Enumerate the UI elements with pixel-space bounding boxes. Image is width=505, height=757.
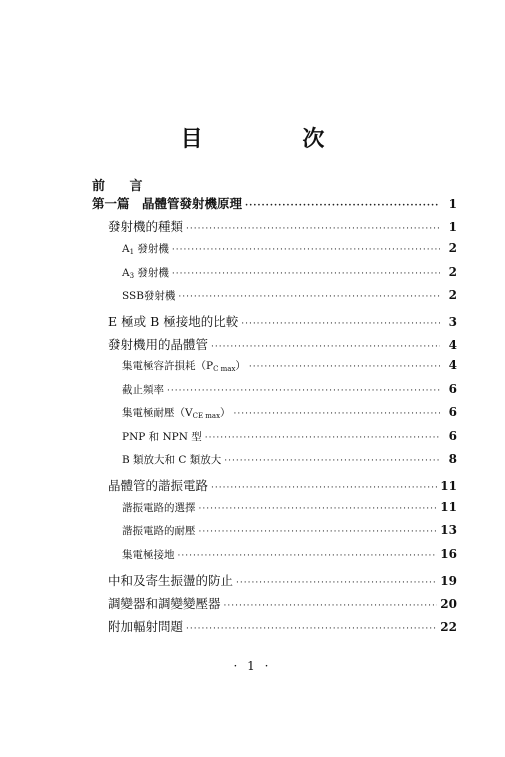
- toc-entry: [122, 500, 457, 520]
- dot-leader: [234, 409, 440, 419]
- toc-entry-label: 發射機用的晶體管: [108, 337, 209, 352]
- dot-leader: [249, 362, 440, 372]
- toc-entry: [108, 617, 457, 637]
- toc-entry-label: 諧振電路的耐壓: [122, 525, 196, 537]
- dot-leader: [241, 319, 440, 329]
- toc-entry-label: 集電極容許損耗$(P_{C max})$: [122, 360, 246, 373]
- dot-leader: [186, 224, 440, 234]
- toc-entry-page: 1: [448, 220, 457, 234]
- toc-entry-page: 8: [448, 452, 457, 466]
- toc-entry-label: $A_3$ 發射機: [122, 267, 169, 280]
- toc-entry-label: SSB發射機: [122, 290, 176, 302]
- preface-heading: 前 言: [92, 179, 153, 194]
- toc-entry-label: E 極或 B 極接地的比較: [108, 314, 239, 329]
- dot-leader: [236, 578, 437, 588]
- page-title: 目 次: [180, 126, 371, 152]
- dot-leader: [178, 551, 438, 561]
- toc-entry-page: 4: [448, 338, 457, 352]
- toc-entry-label: 諧振電路的選擇: [122, 502, 196, 514]
- dot-leader: [224, 601, 438, 611]
- toc-entry-label: $A_1$ 發射機: [122, 243, 169, 256]
- dot-leader: [186, 624, 437, 634]
- dot-leader: [178, 292, 440, 302]
- toc-entry: [92, 194, 457, 214]
- dot-leader: [172, 245, 440, 255]
- toc-entry: [122, 288, 457, 308]
- toc-entry-label: 調變器和調變變壓器: [108, 596, 221, 611]
- toc-entry: [108, 312, 457, 332]
- toc-entry: [122, 358, 457, 378]
- dot-leader: [211, 483, 437, 493]
- toc-entry: [108, 217, 457, 237]
- dot-leader: [211, 342, 440, 352]
- toc-entry-label: 中和及寄生振盪的防止: [108, 573, 234, 588]
- toc-entry-page: 2: [448, 265, 457, 279]
- toc-entry-page: 11: [440, 500, 457, 514]
- toc-entry-label: 附加輻射問題: [108, 619, 184, 634]
- toc-entry-subscript: CE max: [192, 412, 221, 420]
- toc-entry-label: 發射機的種類: [108, 219, 184, 234]
- toc-entry-page: 2: [448, 288, 457, 302]
- dot-leader: [199, 527, 438, 537]
- toc-entry-page: 16: [440, 547, 457, 561]
- toc-entry-label: PNP 和 NPN 型: [122, 431, 202, 443]
- toc-entry-label: 第一篇 晶體管發射機原理: [92, 196, 243, 211]
- page-number: · 1 ·: [233, 659, 272, 673]
- toc-entry-page: 19: [440, 574, 457, 588]
- toc-entry-page: 22: [440, 620, 457, 634]
- dot-leader: [199, 504, 438, 514]
- dot-leader: [205, 433, 440, 443]
- toc-entry-page: 6: [448, 382, 457, 396]
- toc-entry: [122, 265, 457, 285]
- toc-entry: [122, 405, 457, 425]
- toc-entry-label: B 類放大和 C 類放大: [122, 454, 222, 466]
- toc-entry: [122, 429, 457, 449]
- toc-entry-label: 集電極接地: [122, 549, 175, 561]
- toc-entry-page: 13: [440, 523, 457, 537]
- toc-entry: [108, 476, 457, 496]
- toc-entry-page: 6: [448, 405, 457, 419]
- toc-entry: [122, 452, 457, 472]
- toc-entry: [108, 571, 457, 591]
- toc-entry-subscript: 3: [129, 272, 135, 280]
- toc-entry-label: 截止頻率: [122, 384, 164, 396]
- dot-leader: [167, 386, 440, 396]
- toc-entry-page: 20: [440, 597, 457, 611]
- toc-entry-page: 11: [440, 479, 457, 493]
- toc-entry-page: 6: [448, 429, 457, 443]
- toc-entry-page: 2: [448, 241, 457, 255]
- toc-entry-page: 3: [448, 315, 457, 329]
- toc-entry-page: 1: [448, 197, 457, 211]
- toc-entry-label: 晶體管的諧振電路: [108, 478, 209, 493]
- toc-entry: [122, 523, 457, 543]
- toc-entry: [108, 594, 457, 614]
- dot-leader: [224, 456, 440, 466]
- dot-leader: [172, 269, 440, 279]
- toc-entry-subscript: 1: [129, 248, 135, 256]
- dot-leader: [245, 201, 440, 211]
- toc-entry: [122, 241, 457, 261]
- toc-entry-page: 4: [448, 358, 457, 372]
- toc-entry-label: 集電極耐壓$(V_{CE max})$: [122, 407, 231, 420]
- toc-entry: [122, 382, 457, 402]
- toc-entry: [108, 335, 457, 355]
- toc-entry-subscript: C max: [213, 365, 236, 373]
- toc-entry: [122, 547, 457, 567]
